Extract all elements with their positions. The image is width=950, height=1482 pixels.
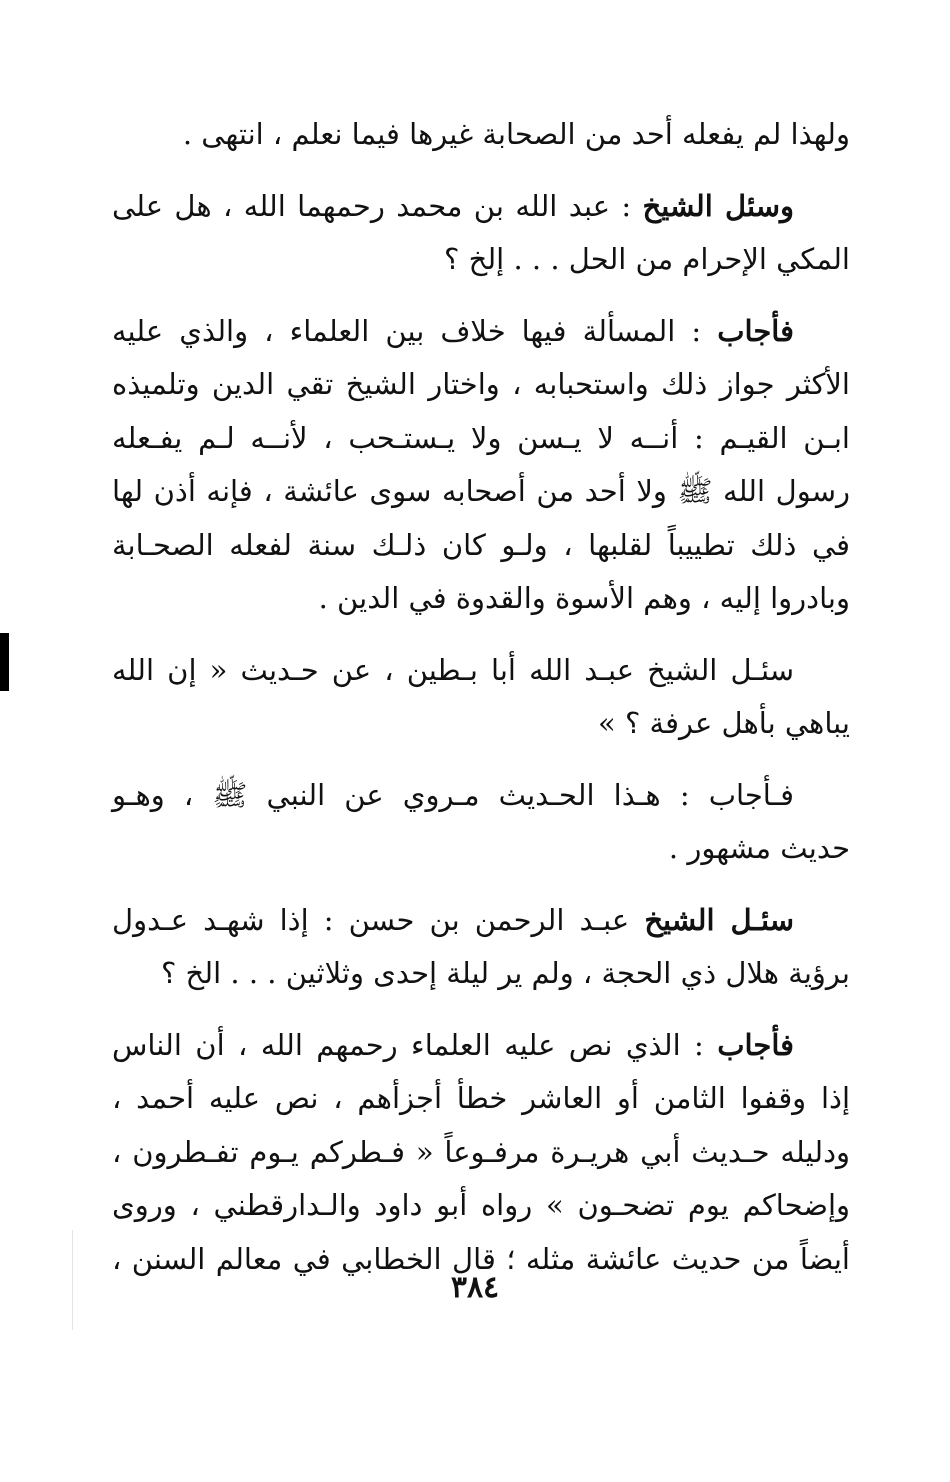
text-line-rest: : عبد الله بن محمد رحمهما الله ، هل على <box>112 188 632 223</box>
text-line-rest: عبـد الرحمن بن حسن : إذا شهـد عـدول <box>112 902 630 937</box>
scan-margin-rule <box>72 1230 73 1330</box>
text-line: وبادروا إليه ، وهم الأسوة والقدوة في الدين . <box>318 581 850 615</box>
page-body <box>112 108 850 1304</box>
paragraph-5 <box>112 769 850 876</box>
text-line <box>112 1019 850 1073</box>
text-line: سئـل الشيخ عبـد الله أبا بـطين ، عن حـديث « إن الله <box>112 652 794 687</box>
paragraph-1 <box>112 108 850 162</box>
text-line: ولهذا لم يفعله أحد من الصحابة غيرها فيما نعلم ، انتهى . <box>182 117 850 151</box>
answer-lead: فأجاب <box>717 313 794 348</box>
paragraph-6 <box>112 894 850 1001</box>
text-line: وإضحاكم يوم تضحـون » رواه أبو داود والـدارقطني ، وروى <box>112 1188 850 1222</box>
text-line <box>112 180 850 234</box>
text-line: ابـن القيـم : أنــه لا يـسن ولا يـستـحب ، لأنــه لـم يفـعله <box>112 420 850 455</box>
text-line: ودليله حـديث أبي هريـرة مرفـوعاً « فـطركم يـوم تفـطرون ، <box>112 1134 850 1169</box>
question-lead: سئـل الشيخ <box>644 902 795 937</box>
scan-edge-mark <box>0 633 9 691</box>
text-line <box>112 305 850 359</box>
text-line <box>112 894 850 948</box>
text-line: يباهي بأهل عرفة ؟ » <box>597 706 850 740</box>
text-line: المكي الإحرام من الحل . . . إلخ ؟ <box>444 242 850 276</box>
text-line: في ذلك تطييباً لقلبها ، ولـو كان ذلـك سنة لفعله الصحـابة <box>112 527 850 562</box>
text-line: أيضاً من حديث عائشة مثله ؛ قال الخطابي في معالم السنن ، <box>112 1241 850 1276</box>
text-line-rest: : الذي نص عليه العلماء رحمهم الله ، أن الناس <box>112 1027 704 1062</box>
text-line: رسول الله ﷺ ولا أحد من أصحابه سوى عائشة ، فإنه أذن لها <box>112 474 850 508</box>
text-line: فـأجاب : هـذا الحـديث مـروي عن النبي ﷺ ، وهـو <box>112 777 794 812</box>
question-lead: وسئل الشيخ <box>642 188 795 223</box>
page-number: ٣٨٤ <box>450 1270 500 1305</box>
text-line: برؤية هلال ذي الحجة ، ولم ير ليلة إحدى وثلاثين . . . الخ ؟ <box>160 956 850 990</box>
text-line: الأكثر جواز ذلك واستحبابه ، واختار الشيخ تقي الدين وتلميذه <box>112 367 850 401</box>
answer-lead: فأجاب <box>717 1027 795 1062</box>
paragraph-3 <box>112 305 850 626</box>
paragraph-7 <box>112 1019 850 1287</box>
text-line: إذا وقفوا الثامن أو العاشر خطأ أجزأهم ، نص عليه أحمد ، <box>112 1081 850 1115</box>
paragraph-4 <box>112 644 850 751</box>
paragraph-2 <box>112 180 850 287</box>
text-line: حديث مشهور . <box>668 831 850 865</box>
text-line-rest: : المسألة فيها خلاف بين العلماء ، والذي عليه <box>112 313 702 348</box>
